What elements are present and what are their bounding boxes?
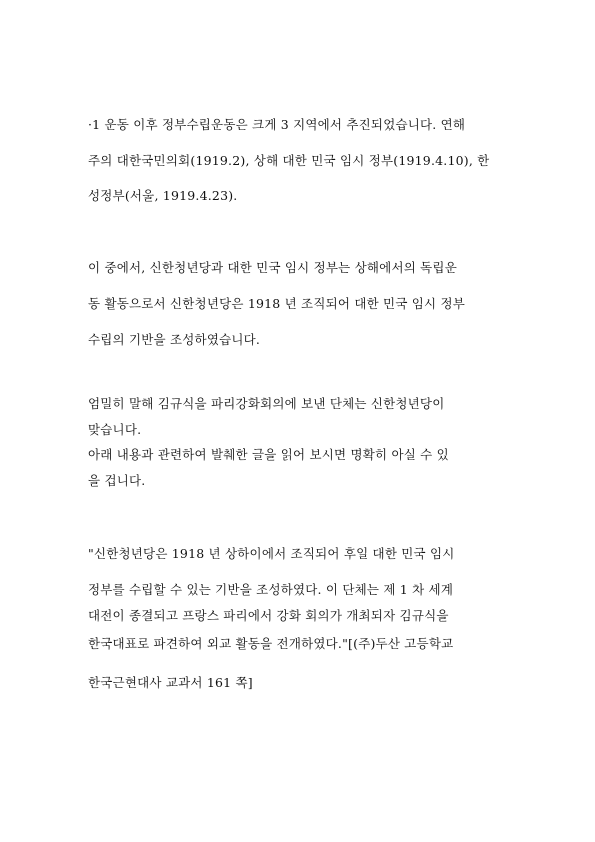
text-line: 대전이 종결되고 프랑스 파리에서 강화 회의가 개최되자 김규식을 bbox=[88, 608, 449, 623]
text-line: 한국대표로 파견하여 외교 활동을 전개하였다."[(주)두산 고등학교 bbox=[88, 636, 454, 651]
text-line: 정부를 수립할 수 있는 기반을 조성하였다. 이 단체는 제 1 차 세계 bbox=[88, 582, 454, 597]
text-line: 동 활동으로서 신한청년당은 1918 년 조직되어 대한 민국 임시 정부 bbox=[88, 296, 466, 311]
text-line: 한국근현대사 교과서 161 쪽] bbox=[88, 675, 253, 690]
text-line: 엄밀히 말해 김규식을 파리강화회의에 보낸 단체는 신한청년당이 bbox=[88, 396, 445, 411]
text-line: 이 중에서, 신한청년당과 대한 민국 임시 정부는 상해에서의 독립운 bbox=[88, 260, 457, 275]
text-line: 성정부(서울, 1919.4.23). bbox=[88, 188, 238, 203]
text-line: 을 겁니다. bbox=[88, 473, 146, 488]
text-line: 수립의 기반을 조성하였습니다. bbox=[88, 332, 261, 347]
text-line: 맞습니다. bbox=[88, 422, 142, 437]
text-line: ·1 운동 이후 정부수립운동은 크게 3 지역에서 추진되었습니다. 연해 bbox=[88, 117, 466, 132]
text-line: 주의 대한국민의회(1919.2), 상해 대한 민국 임시 정부(1919.4.10), 한 bbox=[88, 153, 490, 168]
text-line: 아래 내용과 관련하여 발췌한 글을 읽어 보시면 명확히 아실 수 있 bbox=[88, 447, 449, 462]
text-line: "신한청년당은 1918 년 상하이에서 조직되어 후일 대한 민국 임시 bbox=[88, 546, 455, 561]
